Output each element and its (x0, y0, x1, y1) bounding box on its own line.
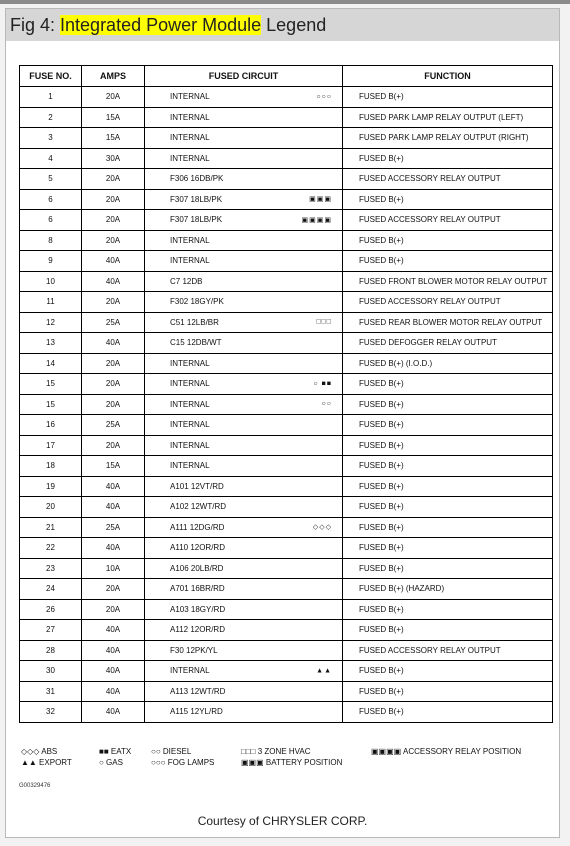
table-row (20, 107, 553, 128)
amps-cell: 20A (82, 87, 145, 108)
fuse-number-cell: 16 (20, 415, 82, 436)
fused-circuit-cell (145, 599, 343, 620)
top-bar (0, 0, 570, 4)
fused-circuit-text: INTERNAL (170, 379, 210, 389)
position-symbol: ○○○ (316, 93, 332, 101)
fused-circuit-cell (145, 456, 343, 477)
function-cell: FUSED B(+) (343, 497, 553, 518)
function-cell: FUSED B(+) (I.O.D.) (343, 353, 553, 374)
fused-circuit-cell (145, 230, 343, 251)
table-row (20, 333, 553, 354)
figure-code: G00329476 (19, 783, 51, 789)
legend-gas: ○ GAS (99, 758, 123, 767)
fused-circuit-cell (145, 661, 343, 682)
table-row (20, 620, 553, 641)
fuse-number-cell: 20 (20, 497, 82, 518)
fused-circuit-text: C15 12DB/WT (170, 338, 222, 348)
fused-circuit-text: INTERNAL (170, 358, 210, 368)
amps-cell: 20A (82, 292, 145, 313)
fused-circuit-cell (145, 435, 343, 456)
header-fused-circuit: FUSED CIRCUIT (145, 66, 343, 87)
table-row (20, 271, 553, 292)
table-row (20, 579, 553, 600)
fused-circuit-text: F302 18GY/PK (170, 297, 224, 307)
function-cell: FUSED B(+) (343, 702, 553, 723)
amps-cell: 20A (82, 579, 145, 600)
table-row (20, 251, 553, 272)
amps-cell: 15A (82, 107, 145, 128)
fused-circuit-cell (145, 538, 343, 559)
amps-cell: 40A (82, 251, 145, 272)
function-cell: FUSED ACCESSORY RELAY OUTPUT (343, 210, 553, 231)
function-cell: FUSED B(+) (343, 599, 553, 620)
amps-cell: 40A (82, 681, 145, 702)
fused-circuit-text: A102 12WT/RD (170, 502, 227, 512)
function-cell: FUSED ACCESSORY RELAY OUTPUT (343, 292, 553, 313)
fused-circuit-cell (145, 312, 343, 333)
fused-circuit-text: A115 12YL/RD (170, 707, 223, 717)
table-row (20, 312, 553, 333)
fused-circuit-text: A103 18GY/RD (170, 604, 226, 614)
function-cell: FUSED B(+) (343, 456, 553, 477)
function-cell: FUSED B(+) (343, 148, 553, 169)
fuse-number-cell: 13 (20, 333, 82, 354)
fused-circuit-text: A110 12OR/RD (170, 543, 225, 553)
fuse-number-cell: 24 (20, 579, 82, 600)
fused-circuit-cell (145, 640, 343, 661)
table-row (20, 210, 553, 231)
fused-circuit-text: INTERNAL (170, 420, 210, 430)
title-highlight: Integrated Power Module (60, 15, 262, 35)
amps-cell: 20A (82, 394, 145, 415)
fused-circuit-cell (145, 394, 343, 415)
table-row (20, 415, 553, 436)
function-cell: FUSED B(+) (343, 476, 553, 497)
amps-cell: 40A (82, 620, 145, 641)
table-row (20, 292, 553, 313)
amps-cell: 15A (82, 128, 145, 149)
amps-cell: 40A (82, 497, 145, 518)
function-cell: FUSED B(+) (343, 620, 553, 641)
fused-circuit-cell (145, 292, 343, 313)
amps-cell: 40A (82, 271, 145, 292)
function-cell: FUSED ACCESSORY RELAY OUTPUT (343, 640, 553, 661)
table-row (20, 394, 553, 415)
fused-circuit-cell (145, 128, 343, 149)
fuse-number-cell: 22 (20, 538, 82, 559)
fused-circuit-text: A111 12DG/RD (170, 522, 225, 532)
legend-diesel: ○○ DIESEL (151, 747, 192, 756)
fused-circuit-cell (145, 681, 343, 702)
figure-frame (5, 8, 560, 838)
fused-circuit-cell (145, 497, 343, 518)
fuse-number-cell: 2 (20, 107, 82, 128)
amps-cell: 25A (82, 517, 145, 538)
function-cell: FUSED REAR BLOWER MOTOR RELAY OUTPUT (343, 312, 553, 333)
fused-circuit-cell (145, 271, 343, 292)
title-prefix: Fig 4: (10, 15, 61, 35)
fuse-number-cell: 9 (20, 251, 82, 272)
table-row (20, 702, 553, 723)
position-symbol: ▲▲ (316, 667, 332, 675)
fused-circuit-cell (145, 579, 343, 600)
fuse-number-cell: 1 (20, 87, 82, 108)
fused-circuit-text: INTERNAL (170, 235, 210, 245)
fuse-number-cell: 32 (20, 702, 82, 723)
fused-circuit-text: A113 12WT/RD (170, 686, 226, 696)
fused-circuit-text: INTERNAL (170, 399, 210, 409)
function-cell: FUSED B(+) (343, 87, 553, 108)
table-row (20, 640, 553, 661)
fused-circuit-cell (145, 251, 343, 272)
function-cell: FUSED B(+) (343, 374, 553, 395)
fuse-number-cell: 26 (20, 599, 82, 620)
position-symbol: ◇◇◇ (312, 524, 332, 532)
fused-circuit-text: A701 16BR/RD (170, 584, 225, 594)
legend-abs: ◇◇◇ ABS (21, 747, 58, 756)
function-cell: FUSED B(+) (343, 558, 553, 579)
figure-title-bar (6, 9, 559, 41)
header-amps: AMPS (82, 66, 145, 87)
position-symbol: □□□ (316, 318, 332, 326)
function-cell: FUSED PARK LAMP RELAY OUTPUT (LEFT) (343, 107, 553, 128)
position-symbol: ○○ (321, 400, 332, 408)
function-cell: FUSED B(+) (343, 517, 553, 538)
table-row (20, 148, 553, 169)
fuse-number-cell: 5 (20, 169, 82, 190)
fused-circuit-text: F306 16DB/PK (170, 174, 224, 184)
function-cell: FUSED FRONT BLOWER MOTOR RELAY OUTPUT (343, 271, 553, 292)
table-row (20, 497, 553, 518)
fused-circuit-text: INTERNAL (170, 153, 210, 163)
table-row (20, 599, 553, 620)
fuse-number-cell: 30 (20, 661, 82, 682)
fuse-number-cell: 3 (20, 128, 82, 149)
fuse-number-cell: 15 (20, 394, 82, 415)
fused-circuit-cell (145, 210, 343, 231)
function-cell: FUSED PARK LAMP RELAY OUTPUT (RIGHT) (343, 128, 553, 149)
function-cell: FUSED B(+) (343, 230, 553, 251)
legend-export: ▲▲ EXPORT (21, 758, 72, 767)
amps-cell: 40A (82, 702, 145, 723)
fused-circuit-text: INTERNAL (170, 92, 210, 102)
function-cell: FUSED B(+) (343, 435, 553, 456)
fuse-number-cell: 4 (20, 148, 82, 169)
fused-circuit-text: C51 12LB/BR (170, 317, 219, 327)
fused-circuit-text: F307 18LB/PK (170, 215, 223, 225)
fused-circuit-cell (145, 107, 343, 128)
table-row (20, 189, 553, 210)
fused-circuit-cell (145, 620, 343, 641)
fuse-number-cell: 6 (20, 210, 82, 231)
table-row (20, 661, 553, 682)
fused-circuit-cell (145, 353, 343, 374)
fused-circuit-cell (145, 148, 343, 169)
fuse-table (19, 65, 553, 723)
table-header-row (20, 66, 553, 87)
function-cell: FUSED B(+) (343, 251, 553, 272)
fused-circuit-text: INTERNAL (170, 440, 210, 450)
fused-circuit-text: A101 12VT/RD (170, 481, 224, 491)
amps-cell: 20A (82, 435, 145, 456)
table-row (20, 128, 553, 149)
fused-circuit-text: INTERNAL (170, 256, 210, 266)
fuse-number-cell: 12 (20, 312, 82, 333)
courtesy-caption: Courtesy of CHRYSLER CORP. (197, 814, 368, 828)
fused-circuit-text: C7 12DB (170, 276, 203, 286)
table-row (20, 435, 553, 456)
fuse-number-cell: 11 (20, 292, 82, 313)
function-cell: FUSED B(+) (HAZARD) (343, 579, 553, 600)
fuse-number-cell: 28 (20, 640, 82, 661)
title-suffix: Legend (261, 15, 327, 35)
amps-cell: 20A (82, 169, 145, 190)
amps-cell: 20A (82, 210, 145, 231)
function-cell: FUSED B(+) (343, 661, 553, 682)
fuse-number-cell: 8 (20, 230, 82, 251)
table-row (20, 169, 553, 190)
fuse-number-cell: 19 (20, 476, 82, 497)
table-row (20, 87, 553, 108)
fuse-number-cell: 14 (20, 353, 82, 374)
amps-cell: 15A (82, 456, 145, 477)
fuse-number-cell: 21 (20, 517, 82, 538)
function-cell: FUSED B(+) (343, 394, 553, 415)
fused-circuit-cell (145, 558, 343, 579)
legend-accessory-relay: ▣▣▣▣ ACCESSORY RELAY POSITION (371, 747, 522, 756)
header-fuse-no: FUSE NO. (20, 66, 82, 87)
fuse-number-cell: 18 (20, 456, 82, 477)
fused-circuit-cell (145, 189, 343, 210)
fused-circuit-text: INTERNAL (170, 133, 210, 143)
legend-fog-lamps: ○○○ FOG LAMPS (151, 758, 215, 767)
symbol-legend (19, 747, 549, 777)
fused-circuit-text: F30 12PK/YL (170, 645, 218, 655)
amps-cell: 40A (82, 476, 145, 497)
fuse-number-cell: 23 (20, 558, 82, 579)
fused-circuit-text: A112 12OR/RD (170, 625, 225, 635)
table-row (20, 517, 553, 538)
function-cell: FUSED B(+) (343, 681, 553, 702)
fuse-number-cell: 10 (20, 271, 82, 292)
fused-circuit-cell (145, 169, 343, 190)
table-row (20, 558, 553, 579)
fused-circuit-text: INTERNAL (170, 112, 210, 122)
amps-cell: 20A (82, 599, 145, 620)
function-cell: FUSED B(+) (343, 538, 553, 559)
fused-circuit-cell (145, 374, 343, 395)
function-cell: FUSED DEFOGGER RELAY OUTPUT (343, 333, 553, 354)
table-row (20, 353, 553, 374)
table-body (20, 87, 553, 723)
fused-circuit-cell (145, 87, 343, 108)
fused-circuit-cell (145, 415, 343, 436)
fuse-number-cell: 31 (20, 681, 82, 702)
amps-cell: 25A (82, 415, 145, 436)
table-row (20, 456, 553, 477)
fused-circuit-text: INTERNAL (170, 666, 210, 676)
function-cell: FUSED B(+) (343, 415, 553, 436)
table-row (20, 538, 553, 559)
fuse-number-cell: 6 (20, 189, 82, 210)
amps-cell: 40A (82, 333, 145, 354)
fused-circuit-text: F307 18LB/PK (170, 194, 223, 204)
amps-cell: 20A (82, 374, 145, 395)
table-row (20, 230, 553, 251)
legend-eatx: ■■ EATX (99, 747, 132, 756)
amps-cell: 40A (82, 661, 145, 682)
amps-cell: 20A (82, 230, 145, 251)
fused-circuit-text: INTERNAL (170, 461, 210, 471)
position-symbol: ○ ■■ (313, 380, 332, 388)
fused-circuit-text: A106 20LB/RD (170, 563, 224, 573)
legend-battery-position: ▣▣▣ BATTERY POSITION (241, 758, 343, 767)
amps-cell: 30A (82, 148, 145, 169)
table-row (20, 476, 553, 497)
fuse-number-cell: 27 (20, 620, 82, 641)
function-cell: FUSED B(+) (343, 189, 553, 210)
fused-circuit-cell (145, 333, 343, 354)
figure-title (10, 15, 326, 36)
header-function: FUNCTION (343, 66, 553, 87)
fuse-number-cell: 15 (20, 374, 82, 395)
fused-circuit-cell (145, 476, 343, 497)
table-row (20, 374, 553, 395)
table-row (20, 681, 553, 702)
amps-cell: 20A (82, 353, 145, 374)
amps-cell: 10A (82, 558, 145, 579)
position-symbol: ▣▣▣ (309, 196, 332, 204)
amps-cell: 25A (82, 312, 145, 333)
function-cell: FUSED ACCESSORY RELAY OUTPUT (343, 169, 553, 190)
fused-circuit-cell (145, 702, 343, 723)
position-symbol: ▣▣▣▣ (301, 216, 332, 224)
fuse-number-cell: 17 (20, 435, 82, 456)
legend-3-zone-hvac: □□□ 3 ZONE HVAC (241, 747, 311, 756)
amps-cell: 20A (82, 189, 145, 210)
amps-cell: 40A (82, 640, 145, 661)
amps-cell: 40A (82, 538, 145, 559)
fused-circuit-cell (145, 517, 343, 538)
